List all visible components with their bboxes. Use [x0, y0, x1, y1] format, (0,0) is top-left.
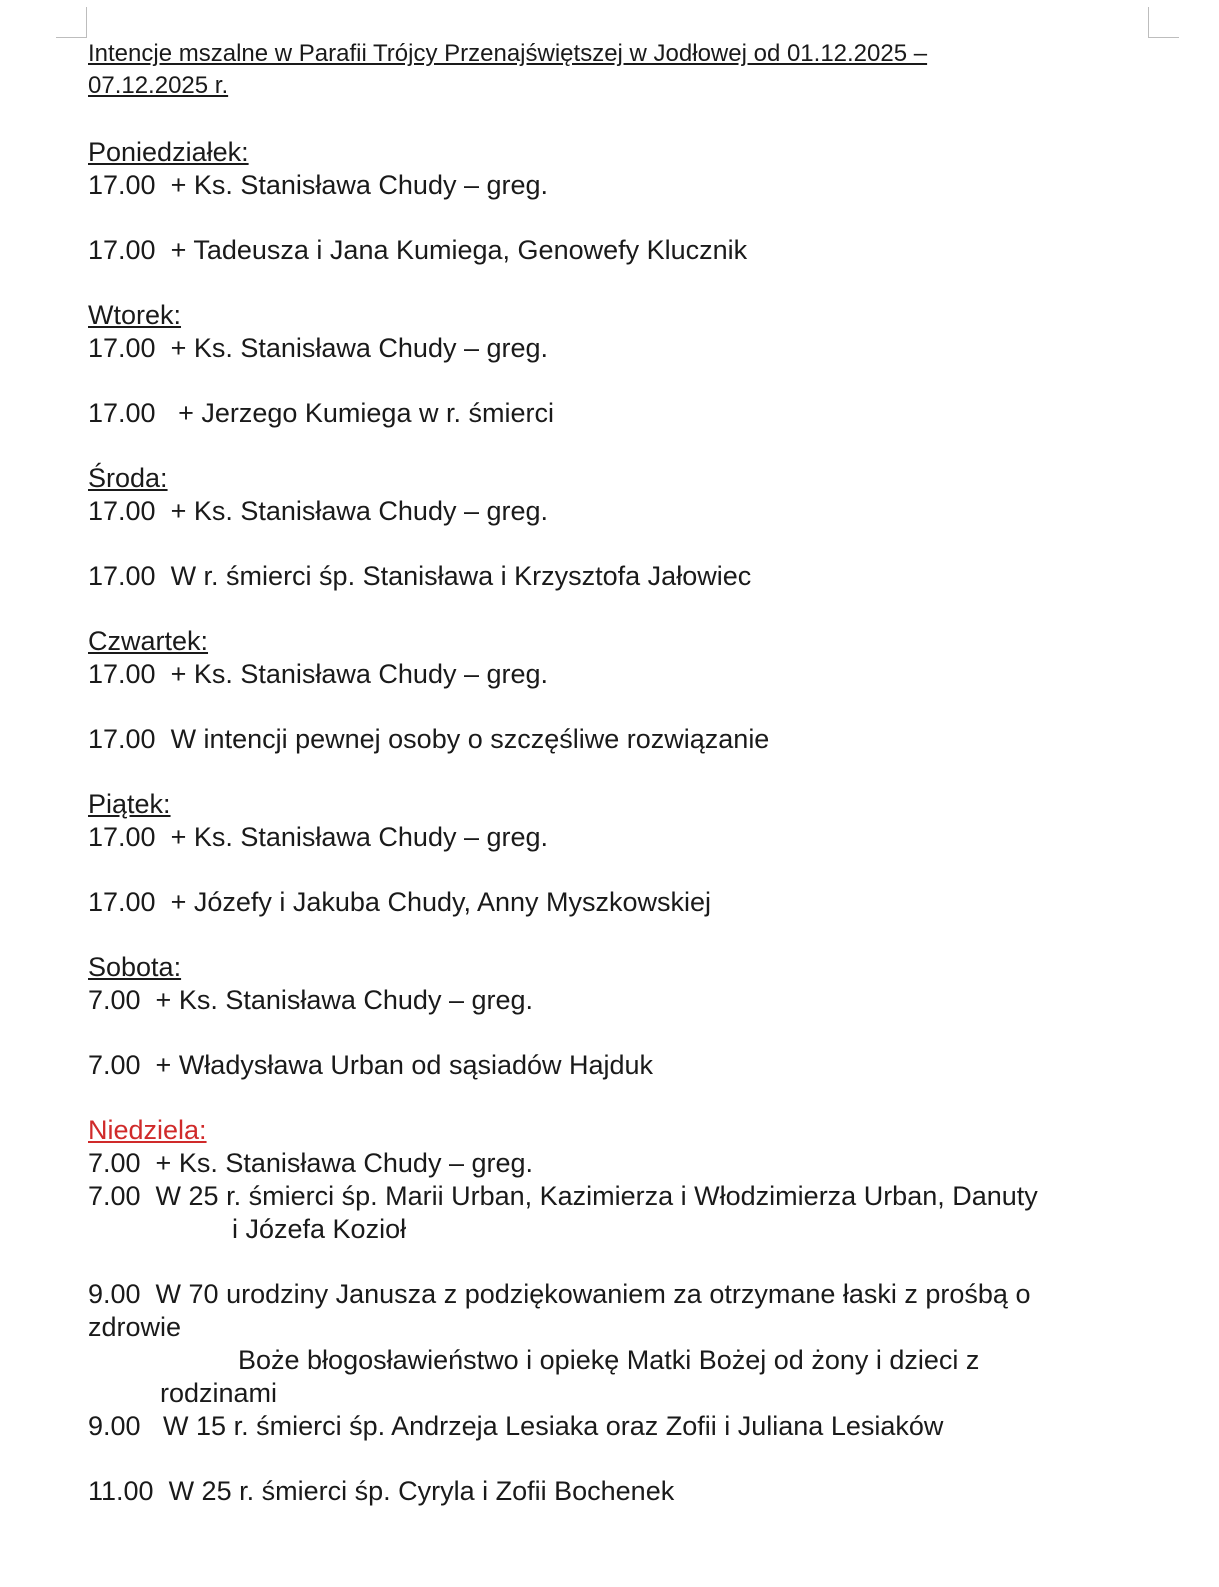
day-label-thursday: Czwartek:	[88, 626, 209, 656]
mass-entry: 17.00 + Ks. Stanisława Chudy – greg.	[88, 659, 549, 689]
document-title	[88, 38, 1188, 102]
mass-entry: 17.00 + Tadeusza i Jana Kumiega, Genowefy Klucznik	[88, 235, 748, 265]
day-label-friday: Piątek:	[88, 789, 171, 819]
mass-entry: 7.00 + Władysława Urban od sąsiadów Hajduk	[88, 1050, 654, 1080]
day-label-monday: Poniedziałek:	[88, 137, 249, 167]
mass-entry: 9.00 W 15 r. śmierci śp. Andrzeja Lesiaka oraz Zofii i Juliana Lesiaków	[88, 1411, 944, 1441]
mass-entry-continuation: i Józefa Kozioł	[232, 1214, 407, 1244]
day-label-tuesday: Wtorek:	[88, 300, 182, 330]
day-sunday	[88, 1114, 1188, 1508]
title-line-2: 07.12.2025 r.	[88, 72, 229, 99]
mass-entry: 17.00 + Ks. Stanisława Chudy – greg.	[88, 170, 549, 200]
day-tuesday	[88, 299, 1188, 430]
mass-entry: 7.00 + Ks. Stanisława Chudy – greg.	[88, 985, 534, 1015]
mass-entry: 17.00 + Jerzego Kumiega w r. śmierci	[88, 398, 554, 428]
day-label-sunday: Niedziela:	[88, 1115, 207, 1145]
title-line-1: Intencje mszalne w Parafii Trójcy Przenajświętszej w Jodłowej od 01.12.2025 –	[88, 40, 928, 67]
day-thursday	[88, 625, 1188, 756]
mass-entry: 9.00 W 70 urodziny Janusza z podziękowaniem za otrzymane łaski z prośbą o	[88, 1279, 1031, 1309]
day-label-saturday: Sobota:	[88, 952, 182, 982]
mass-entry: 17.00 + Ks. Stanisława Chudy – greg.	[88, 496, 549, 526]
mass-entry-continuation: Boże błogosławieństwo i opiekę Matki Bożej od żony i dzieci z	[238, 1345, 980, 1375]
day-wednesday	[88, 462, 1188, 593]
mass-entry: 17.00 + Józefy i Jakuba Chudy, Anny Myszkowskiej	[88, 887, 712, 917]
mass-entry: 17.00 + Ks. Stanisława Chudy – greg.	[88, 333, 549, 363]
day-friday	[88, 788, 1188, 919]
mass-entry: 7.00 + Ks. Stanisława Chudy – greg.	[88, 1148, 534, 1178]
mass-entry-continuation: zdrowie	[88, 1312, 182, 1342]
mass-entry: 7.00 W 25 r. śmierci śp. Marii Urban, Kazimierza i Włodzimierza Urban, Danuty	[88, 1181, 1038, 1211]
day-saturday	[88, 951, 1188, 1082]
page-corner-mark-left	[56, 7, 87, 38]
day-label-wednesday: Środa:	[88, 463, 168, 493]
mass-entry: 17.00 + Ks. Stanisława Chudy – greg.	[88, 822, 549, 852]
mass-entry: 17.00 W intencji pewnej osoby o szczęśliwe rozwiązanie	[88, 724, 770, 754]
day-monday	[88, 136, 1188, 267]
page-corner-mark-right	[1148, 7, 1179, 38]
mass-entry-continuation: rodzinami	[160, 1378, 278, 1408]
mass-entry: 17.00 W r. śmierci śp. Stanisława i Krzysztofa Jałowiec	[88, 561, 752, 591]
document-page	[88, 38, 1188, 1508]
mass-entry: 11.00 W 25 r. śmierci śp. Cyryla i Zofii Bochenek	[88, 1476, 675, 1506]
